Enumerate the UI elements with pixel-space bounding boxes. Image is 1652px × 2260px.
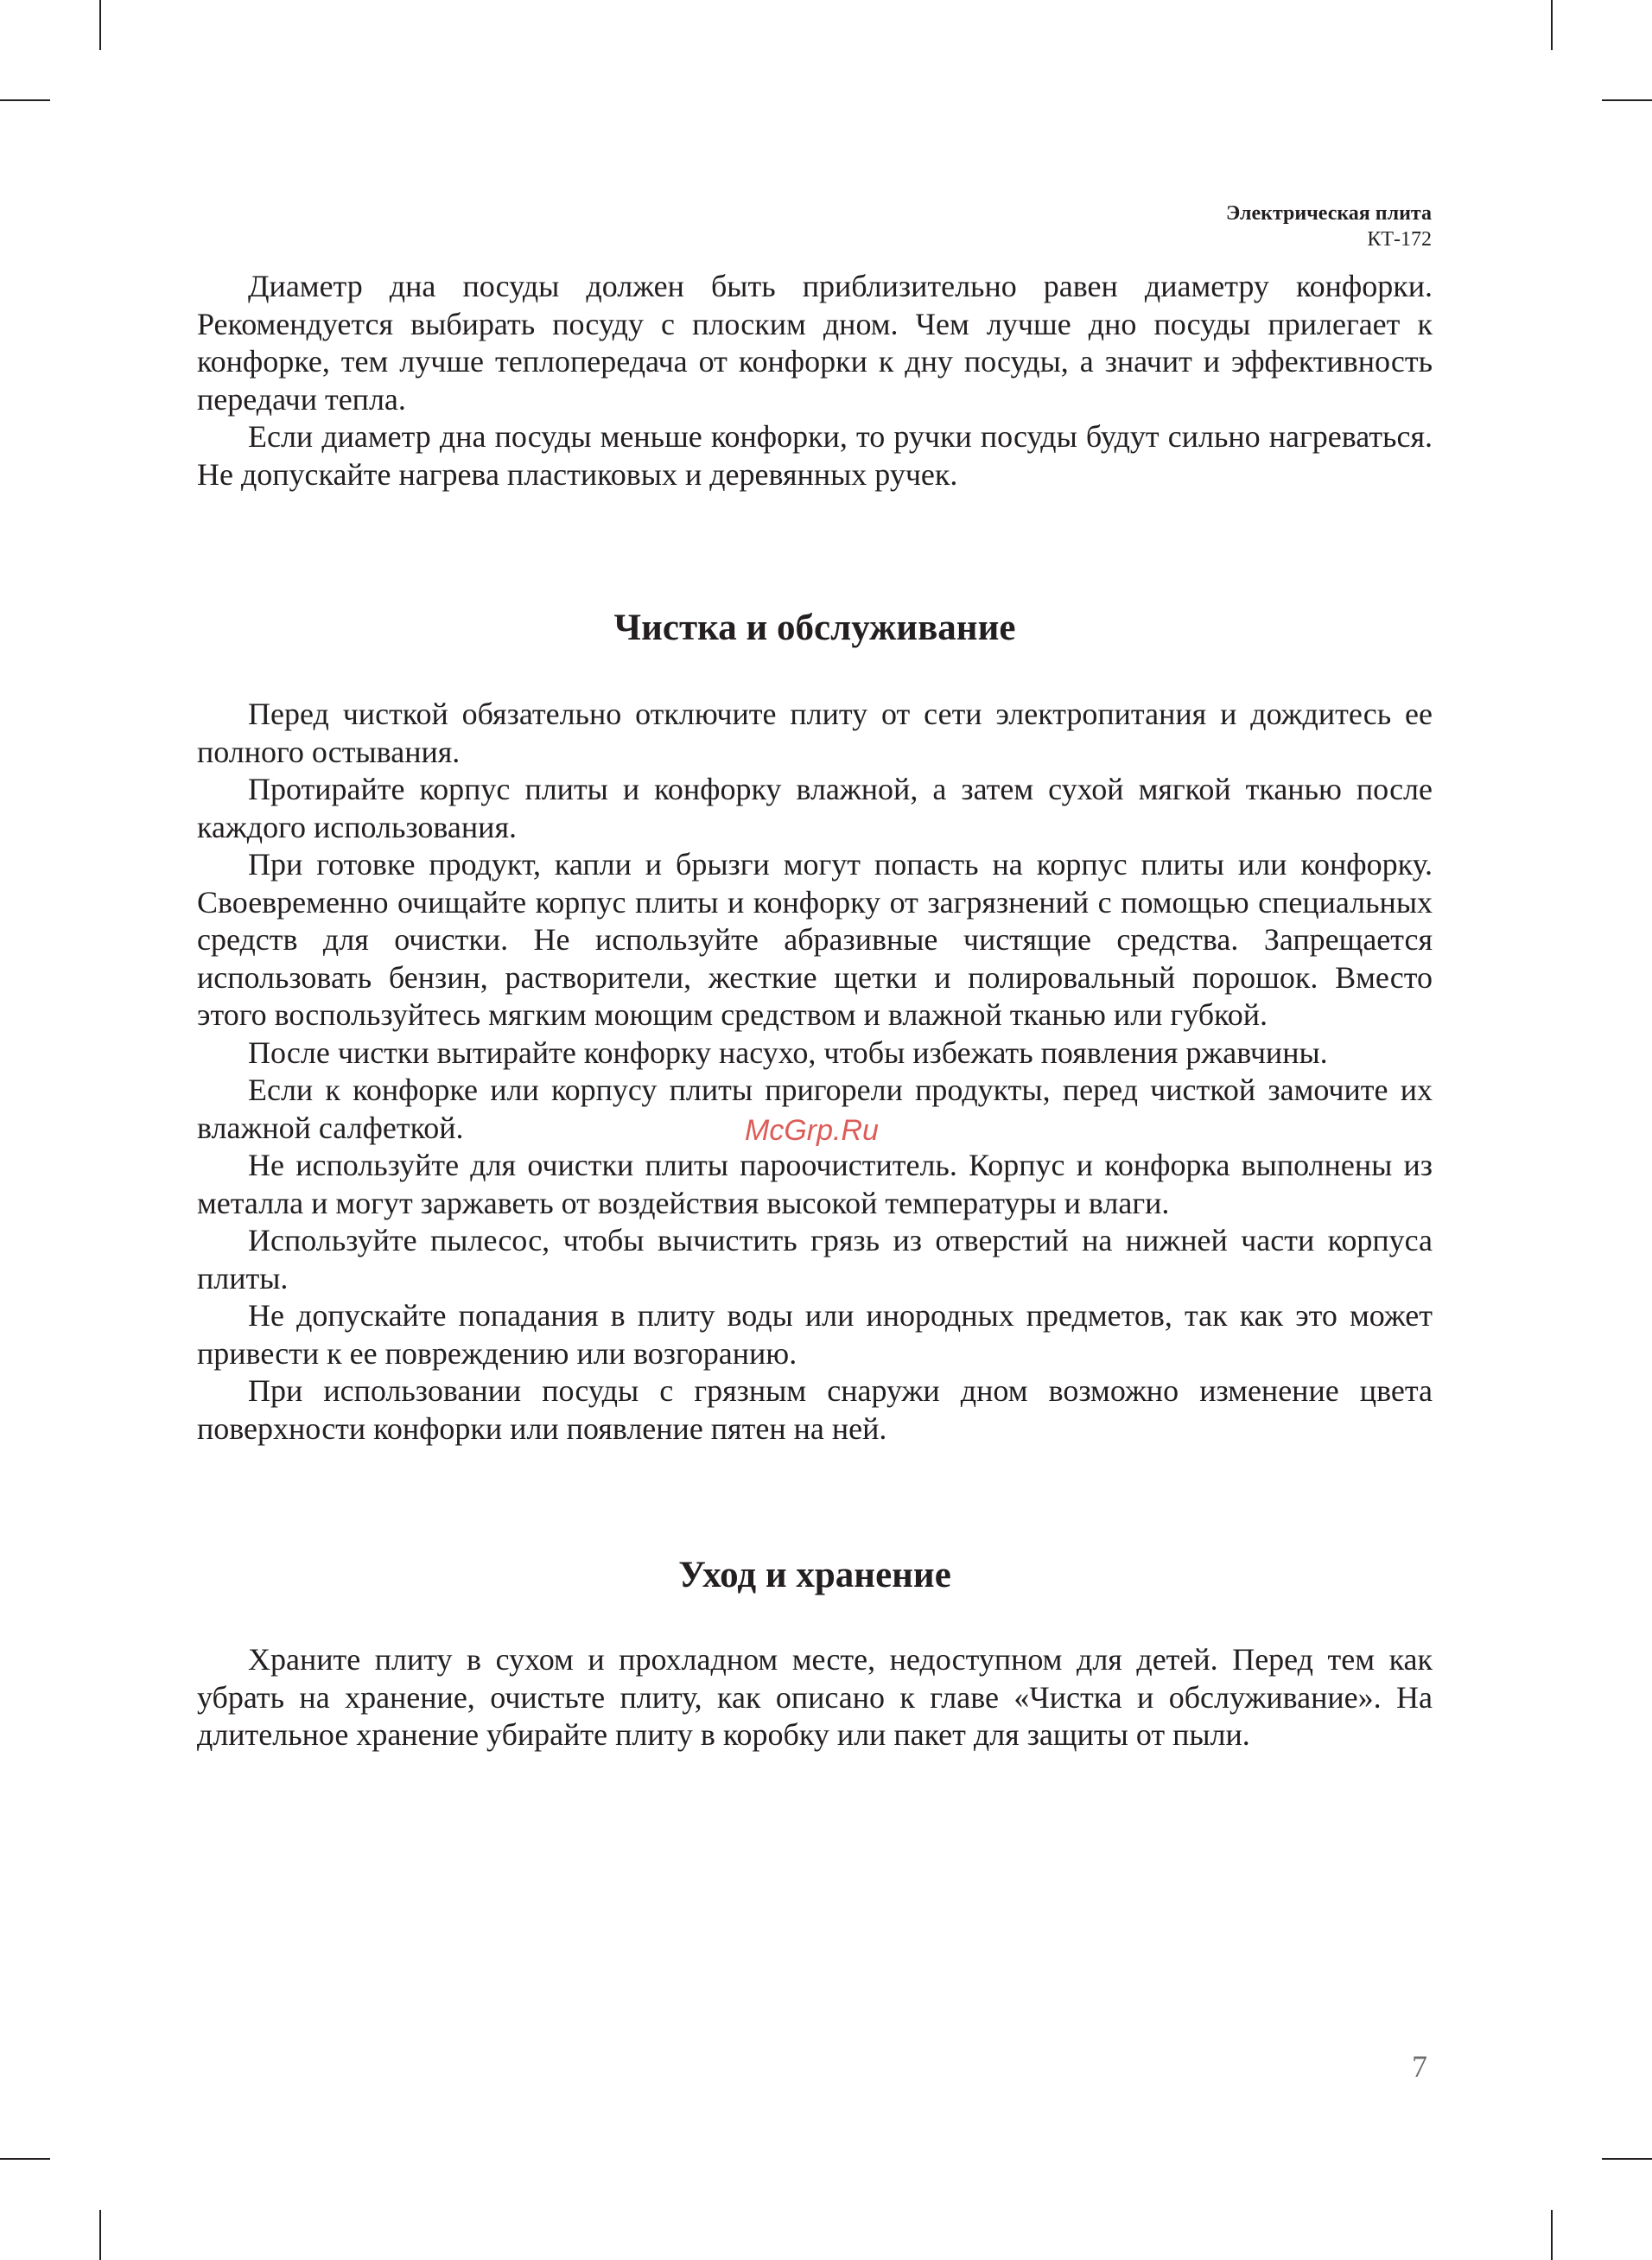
crop-mark-top-left-h <box>0 99 50 101</box>
cleaning-paragraph: Если к конфорке или корпусу плиты пригорели продукты, перед чисткой замочите их влажной салфеткой. <box>197 1073 1433 1145</box>
intro-paragraph: Диаметр дна посуды должен быть приблизительно равен диаметру конфорки. Рекомендуется выбирать посуду с плоским дном. Чем лучше дно посуды прилегает к конфорке, тем лучше теплопередача от конфорки к дну посуды, а значит и эффективность передачи тепла. <box>197 269 1433 417</box>
running-header <box>1226 201 1432 252</box>
crop-mark-top-left <box>99 0 101 50</box>
crop-mark-bottom-right-h <box>1602 2158 1652 2160</box>
crop-mark-bottom-right <box>1551 2210 1553 2260</box>
section-heading-cleaning: Чистка и обслуживание <box>613 608 1016 648</box>
cleaning-paragraph: При готовке продукт, капли и брызги могут попасть на корпус плиты или конфорку. Своевременно очищайте корпус плиты и конфорку от загрязнений с помощью специальных средств для очистки. Не используйте абразивные чистящие средства. Запрещается использовать бензин, растворители, жесткие щетки и полировальный порошок. Вместо этого воспользуйтесь мягким моющим средством и влажной тканью или губкой. <box>197 847 1433 1032</box>
cleaning-paragraph: Используйте пылесос, чтобы вычистить грязь из отверстий на нижней части корпуса плиты. <box>197 1223 1433 1296</box>
watermark: McGrp.Ru <box>745 1114 879 1147</box>
document-body <box>197 268 1433 1754</box>
header-model: КТ-172 <box>1367 228 1432 251</box>
page-number: 7 <box>1412 2049 1427 2084</box>
crop-mark-bottom-left-h <box>0 2158 50 2160</box>
cleaning-paragraph: Перед чисткой обязательно отключите плиту от сети электропитания и дождитесь ее полного остывания. <box>197 697 1433 769</box>
cleaning-paragraph: Не допускайте попадания в плиту воды или инородных предметов, так как это может привести к ее повреждению или возгоранию. <box>197 1298 1433 1371</box>
crop-mark-bottom-left <box>99 2210 101 2260</box>
cleaning-paragraph: Протирайте корпус плиты и конфорку влажной, а затем сухой мягкой тканью после каждого использования. <box>197 772 1433 844</box>
cleaning-paragraph: Не используйте для очистки плиты пароочиститель. Корпус и конфорка выполнены из металла и могут заржаветь от воздействия высокой температуры и влаги. <box>197 1148 1433 1220</box>
section-heading-storage: Уход и хранение <box>678 1555 951 1595</box>
crop-mark-top-right-h <box>1602 99 1652 101</box>
storage-paragraph: Храните плиту в сухом и прохладном месте, недоступном для детей. Перед тем как убрать на хранение, очистьте плиту, как описано к главе «Чистка и обслуживание». На длительное хранение убирайте плиту в коробку или пакет для защиты от пыли. <box>197 1642 1433 1752</box>
cleaning-paragraph: При использовании посуды с грязным снаружи дном возможно изменение цвета поверхности конфорки или появление пятен на ней. <box>197 1373 1433 1446</box>
crop-mark-top-right <box>1551 0 1553 50</box>
intro-paragraph: Если диаметр дна посуды меньше конфорки, то ручки посуды будут сильно нагреваться. Не допускайте нагрева пластиковых и деревянных ручек. <box>197 419 1433 492</box>
cleaning-paragraph: После чистки вытирайте конфорку насухо, чтобы избежать появления ржавчины. <box>248 1035 1328 1070</box>
header-title: Электрическая плита <box>1226 202 1432 225</box>
